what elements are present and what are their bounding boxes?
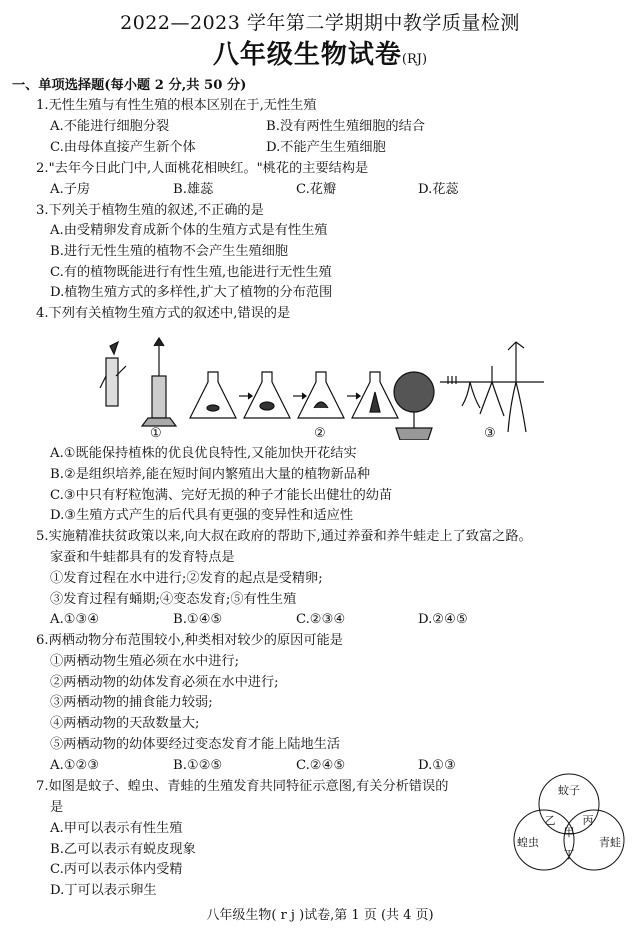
section-heading: 一、单项选择题(每小题 2 分,共 50 分) xyxy=(12,78,247,93)
q7-option-a: A.甲可以表示有性生殖 xyxy=(50,821,183,836)
q6-item-4: ④两栖动物的天敌数量大; xyxy=(50,716,200,731)
venn-label-right: 青蛙 xyxy=(599,836,621,849)
venn-label-top: 蚊子 xyxy=(558,784,580,797)
q5-option-a: A.①③④ xyxy=(50,612,100,627)
page-footer: 八年级生物( r j )试卷,第 1 页 (共 4 页) xyxy=(206,908,434,923)
venn-label-left: 蝗虫 xyxy=(517,836,539,849)
q5-option-d: D.②④⑤ xyxy=(418,612,468,627)
q1-option-b: B.没有两性生殖细胞的结合 xyxy=(266,119,425,134)
q1-option-c: C.由母体直接产生新个体 xyxy=(50,140,196,155)
q4-option-c: C.③中只有籽粒饱满、完好无损的种子才能长出健壮的幼苗 xyxy=(50,488,393,503)
q6-option-c: C.②④⑤ xyxy=(296,758,346,773)
q3-option-c: C.有的植物既能进行有性生殖,也能进行无性生殖 xyxy=(50,265,332,280)
q3-option-d: D.植物生殖方式的多样性,扩大了植物的分布范围 xyxy=(50,285,333,300)
q4-option-b: B.②是组织培养,能在短时间内繁殖出大量的植物新品种 xyxy=(50,467,371,482)
q2-option-d: D.花蕊 xyxy=(418,182,459,197)
q6-item-5: ⑤两栖动物的幼体要经过变态发育才能上陆地生活 xyxy=(50,737,341,752)
q2-stem: 2."去年今日此门中,人面桃花相映红。"桃花的主要结构是 xyxy=(36,161,369,176)
q3-stem: 3.下列关于植物生殖的叙述,不正确的是 xyxy=(36,203,264,218)
q5-option-c: C.②③④ xyxy=(296,612,346,627)
grafting-illustration xyxy=(100,338,176,426)
q6-stem: 6.两栖动物分布范围较小,种类相对较少的原因可能是 xyxy=(36,633,343,648)
q1-stem: 1.无性生殖与有性生殖的根本区别在于,无性生殖 xyxy=(36,98,317,113)
venn-label-right-mid: 丙 xyxy=(582,814,594,827)
venn-diagram xyxy=(506,770,632,880)
venn-label-bottom: 丁 xyxy=(563,848,575,861)
q1-option-a: A.不能进行细胞分裂 xyxy=(50,119,170,134)
q4-stem: 4.下列有关植物生殖方式的叙述中,错误的是 xyxy=(36,306,291,321)
q7-option-c: C.丙可以表示体内受精 xyxy=(50,862,183,877)
venn-label-center: 甲 xyxy=(563,826,575,839)
q1-option-d: D.不能产生生殖细胞 xyxy=(266,140,386,155)
q5-stem-line2: 家蚕和牛蛙都具有的发育特点是 xyxy=(50,550,235,565)
exam-subtitle xyxy=(0,34,640,71)
figure-label-3: ③ xyxy=(484,426,496,441)
edition-tag: (RJ) xyxy=(401,52,428,67)
q6-option-d: D.①③ xyxy=(418,758,456,773)
q2-option-a: A.子房 xyxy=(50,182,91,197)
q7-stem-line2: 是 xyxy=(50,800,64,815)
q2-option-c: C.花瓣 xyxy=(296,182,337,197)
q5-stem-line1: 5.实施精准扶贫政策以来,向大叔在政府的帮助下,通过养蚕和养牛蛙走上了致富之路。 xyxy=(36,529,532,544)
seed-germination-illustration xyxy=(440,342,544,432)
q7-option-d: D.丁可以表示卵生 xyxy=(50,883,157,898)
tissue-culture-illustration xyxy=(190,372,434,440)
q7-option-b: B.乙可以表示有蜕皮现象 xyxy=(50,842,196,857)
exam-title: 2022—2023 学年第二学期期中教学质量检测 xyxy=(120,12,520,34)
q5-item-line1: ①发育过程在水中进行;②发育的起点是受精卵; xyxy=(50,571,323,586)
figure-label-2: ② xyxy=(314,426,326,441)
venn-label-left-mid: 乙 xyxy=(544,814,556,827)
q4-option-d: D.③生殖方式产生的后代具有更强的变异性和适应性 xyxy=(50,508,354,523)
q3-option-a: A.由受精卵发育成新个体的生殖方式是有性生殖 xyxy=(50,223,328,238)
q6-option-b: B.①②⑤ xyxy=(173,758,223,773)
q2-option-b: B.雄蕊 xyxy=(173,182,214,197)
q6-item-2: ②两栖动物的幼体发育必须在水中进行; xyxy=(50,675,279,690)
q4-option-a: A.①既能保持植株的优良优良特性,又能加快开花结实 xyxy=(50,446,357,461)
q7-stem-line1: 7.如图是蚊子、蝗虫、青蛙的生殖发育共同特征示意图,有关分析错误的 xyxy=(36,779,449,794)
subtitle-text: 八年级生物试卷 xyxy=(212,40,402,70)
figure-label-1: ① xyxy=(150,426,162,441)
q5-option-b: B.①④⑤ xyxy=(173,612,223,627)
q5-item-line2: ③发育过程有蛹期;④变态发育;⑤有性生殖 xyxy=(50,592,297,607)
q3-option-b: B.进行无性生殖的植物不会产生生殖细胞 xyxy=(50,244,289,259)
q6-item-3: ③两栖动物的捕食能力较弱; xyxy=(50,695,213,710)
q6-item-1: ①两栖动物生殖必须在水中进行; xyxy=(50,654,240,669)
q6-option-a: A.①②③ xyxy=(50,758,100,773)
